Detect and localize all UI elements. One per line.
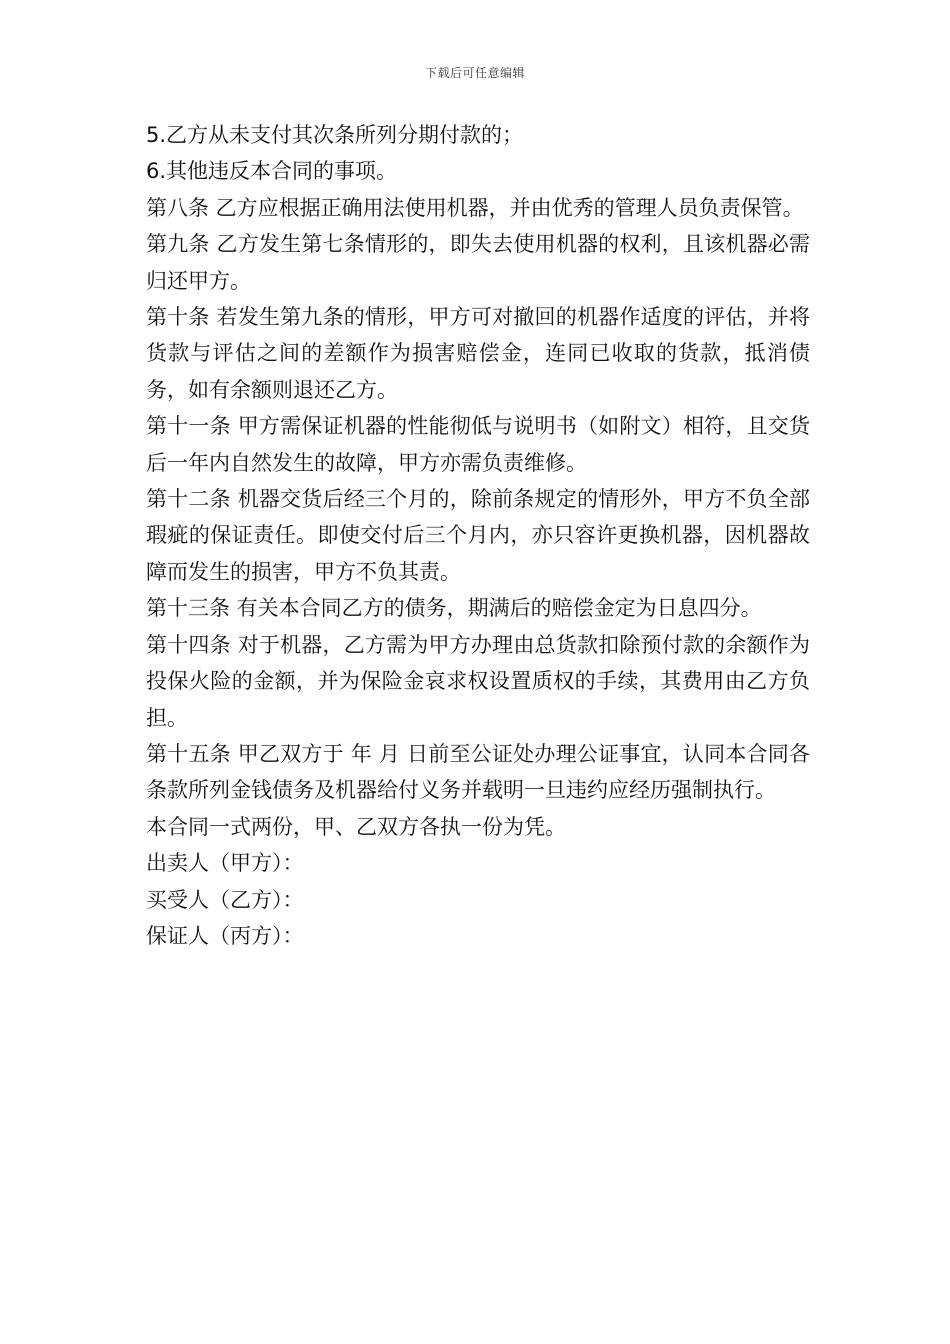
article-13: 第十三条 有关本合同乙方的债务，期满后的赔偿金定为日息四分。 <box>146 596 762 621</box>
clause-item-5: 5.乙方从未支付其次条所列分期付款的； <box>146 123 524 147</box>
clause-item-6: 6.其他违反本合同的事项。 <box>146 159 398 184</box>
article-14: 第十四条 对于机器，乙方需为甲方办理由总货款扣除预付款的余额作为投保火险的金额，并为保险金哀求权设置质权的手续，其费用由乙方负担。 <box>146 632 810 730</box>
guarantor-signature-line: 保证人（丙方）： <box>146 923 304 948</box>
article-10: 第十条 若发生第九条的情形，甲方可对撤回的机器作适度的评估，并将货款与评估之间的差额作为损害赔偿金，连同已收取的货款，抵消债务，如有余额则退还乙方。 <box>146 305 810 402</box>
header-note: 下载后可任意编辑 <box>424 66 525 80</box>
article-12: 第十二条 机器交货后经三个月的，除前条规定的情形外，甲方不负全部瑕疵的保证责任。即使交付后三个月内，亦只容许更换机器，因机器故障而发生的损害，甲方不负其责。 <box>146 487 810 584</box>
article-15: 第十五条 甲乙双方于 年 月 日前至公证处办理公证事宜，认同本合同各条款所列金钱债务及机器给付义务并载明一旦违约应经历强制执行。 <box>146 741 810 803</box>
seller-signature-line: 出卖人（甲方）： <box>146 851 304 876</box>
article-8: 第八条 乙方应根据正确用法使用机器，并由优秀的管理人员负责保管。 <box>146 195 804 220</box>
contract-body <box>146 117 810 954</box>
copies-statement: 本合同一式两份，甲、乙双方各执一份为凭。 <box>146 814 566 839</box>
article-9: 第九条 乙方发生第七条情形的，即失去使用机器的权利，且该机器必需归还甲方。 <box>146 232 810 293</box>
article-11: 第十一条 甲方需保证机器的性能彻低与说明书（如附文）相符，且交货后一年内自然发生的故障，甲方亦需负责维修。 <box>146 414 810 475</box>
buyer-signature-line: 买受人（乙方）： <box>146 887 304 912</box>
